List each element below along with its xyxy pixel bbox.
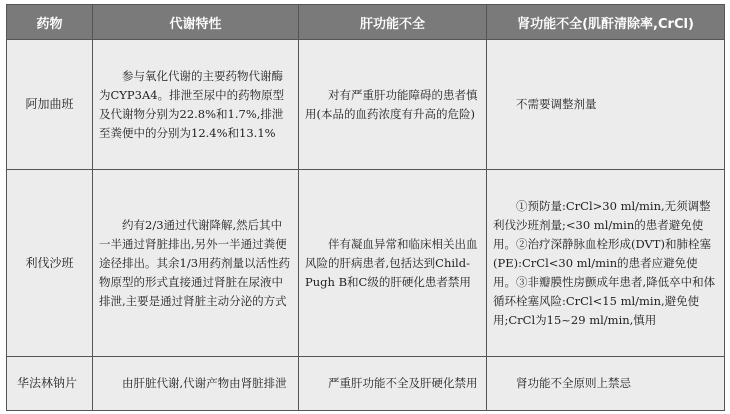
header-renal: 肾功能不全(肌酐清除率,CrCl) <box>487 5 725 40</box>
header-hepatic: 肝功能不全 <box>299 5 487 40</box>
renal-cell: ①预防量:CrCl>30 ml/min,无须调整利伐沙班剂量;<30 ml/min的患者避免使用。②治疗深静脉血栓形成(DVT)和肺栓塞(PE):CrCl<30 ml/min的患者应避免使用。③非瓣膜性房颤成年患者,降低卒中和体循环栓塞风险:CrCl<15 ml/min,避免使用;CrCl为15~29 ml/min,慎用 <box>487 170 725 357</box>
header-row <box>7 5 725 40</box>
renal-cell: 肾功能不全原则上禁忌 <box>487 357 725 411</box>
hepatic-cell: 对有严重肝功能障碍的患者慎用(本品的血药浓度有升高的危险) <box>299 40 487 170</box>
drug-comparison-table <box>6 4 725 411</box>
table-row <box>7 357 725 411</box>
drug-name-cell: 华法林钠片 <box>7 357 93 411</box>
hepatic-cell: 严重肝功能不全及肝硬化禁用 <box>299 357 487 411</box>
drug-name-cell: 利伐沙班 <box>7 170 93 357</box>
hepatic-cell: 伴有凝血异常和临床相关出血风险的肝病患者,包括达到Child-Pugh B和C级的肝硬化患者禁用 <box>299 170 487 357</box>
header-drug: 药物 <box>7 5 93 40</box>
metabolism-cell: 由肝脏代谢,代谢产物由肾脏排泄 <box>93 357 299 411</box>
drug-name-cell: 阿加曲班 <box>7 40 93 170</box>
table-row <box>7 40 725 170</box>
metabolism-cell: 约有2/3通过代谢降解,然后其中一半通过肾脏排出,另外一半通过粪便途径排出。其余1/3用药剂量以活性药物原型的形式直接通过肾脏在尿液中排泄,主要是通过肾脏主动分泌的方式 <box>93 170 299 357</box>
drug-comparison-table-container <box>6 4 724 408</box>
metabolism-cell: 参与氧化代谢的主要药物代谢酶为CYP3A4。排泄至尿中的药物原型及代谢物分别为22.8%和1.7%,排泄至粪便中的分别为12.4%和13.1% <box>93 40 299 170</box>
header-metabolism: 代谢特性 <box>93 5 299 40</box>
renal-cell: 不需要调整剂量 <box>487 40 725 170</box>
table-row <box>7 170 725 357</box>
